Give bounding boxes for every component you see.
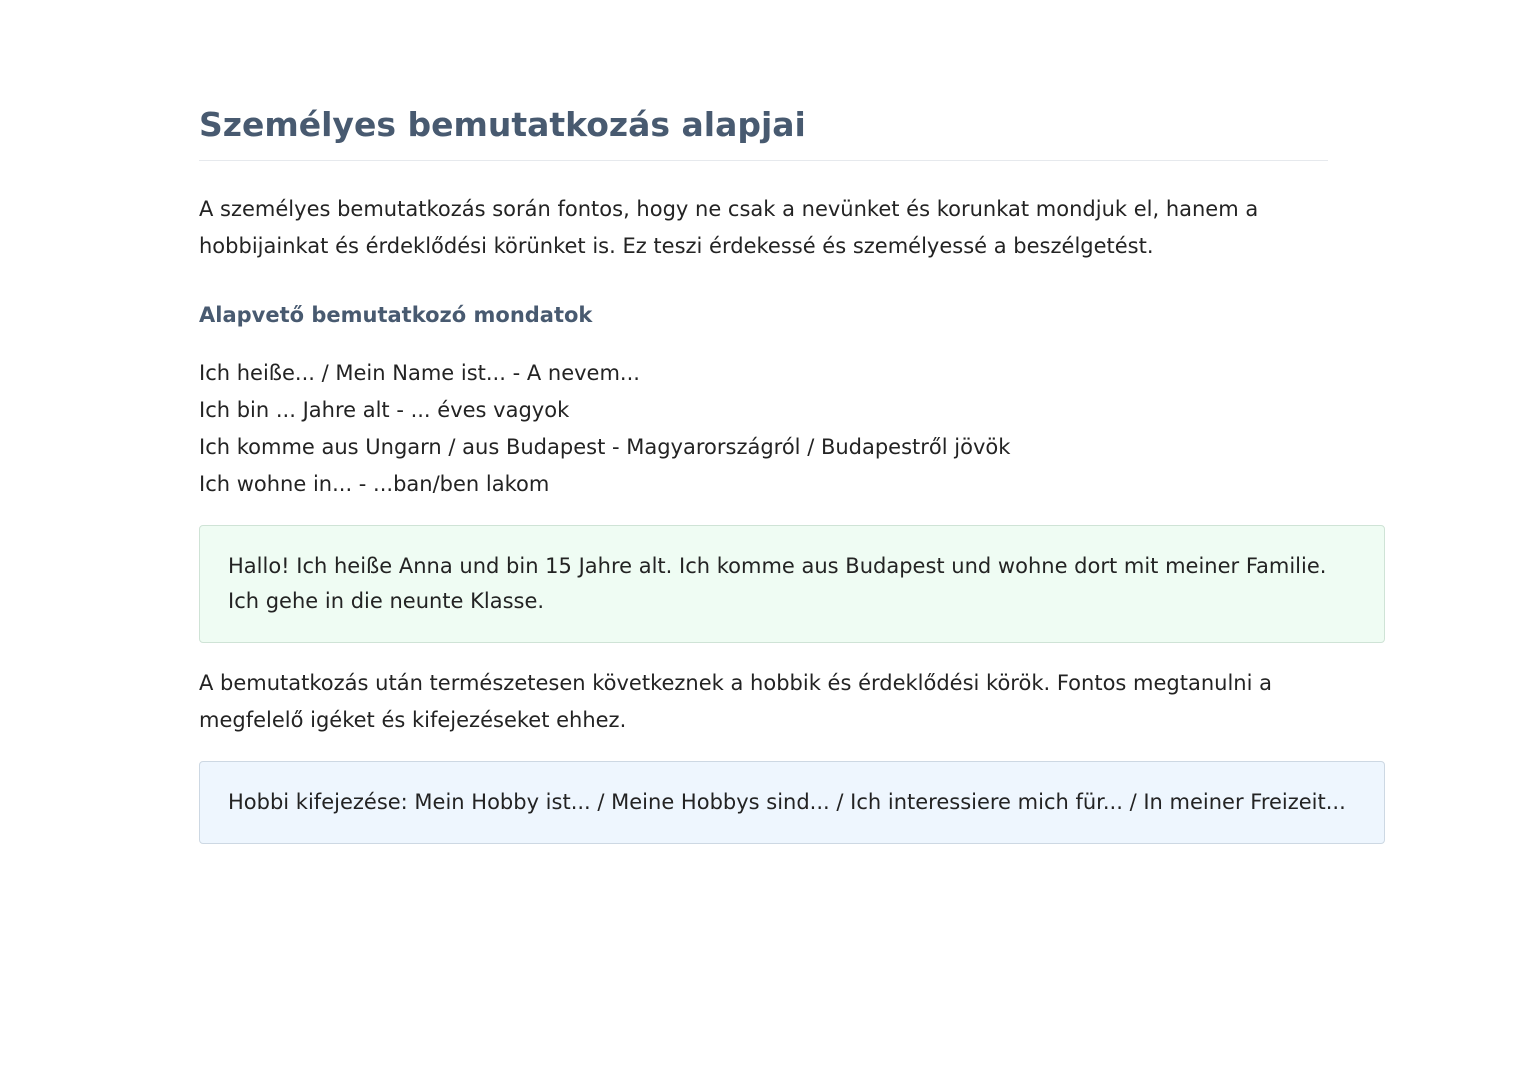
phrase-item-residence: Ich wohne in... - ...ban/ben lakom <box>199 472 550 496</box>
hobby-expression-box: Hobbi kifejezése: Mein Hobby ist... / Meine Hobbys sind... / Ich interessiere mich für... / In meiner Freizeit... <box>199 761 1385 844</box>
section-subtitle: Alapvető bemutatkozó mondatok <box>199 303 593 327</box>
intro-paragraph: A személyes bemutatkozás során fontos, hogy ne csak a nevünket és korunkat mondjuk el, hanem a hobbijainkat és érdeklődési körünket is. Ez teszi érdekessé és személyessé a beszélgetést. <box>199 197 1259 258</box>
phrase-item-age: Ich bin ... Jahre alt - ... éves vagyok <box>199 398 570 422</box>
hobby-intro-paragraph: A bemutatkozás után természetesen következnek a hobbik és érdeklődési körök. Fontos megtanulni a megfelelő igéket és kifejezéseket ehhez. <box>199 671 1272 732</box>
phrase-list <box>199 355 1385 503</box>
example-box: Hallo! Ich heiße Anna und bin 15 Jahre alt. Ich komme aus Budapest und wohne dort mit meiner Familie. Ich gehe in die neunte Klasse. <box>199 525 1385 643</box>
page-title: Személyes bemutatkozás alapjai <box>199 100 1328 161</box>
phrase-item-name: Ich heiße... / Mein Name ist... - A nevem... <box>199 361 640 385</box>
phrase-item-origin: Ich komme aus Ungarn / aus Budapest - Magyarországról / Budapestről jövök <box>199 435 1011 459</box>
document-page <box>199 100 1385 844</box>
